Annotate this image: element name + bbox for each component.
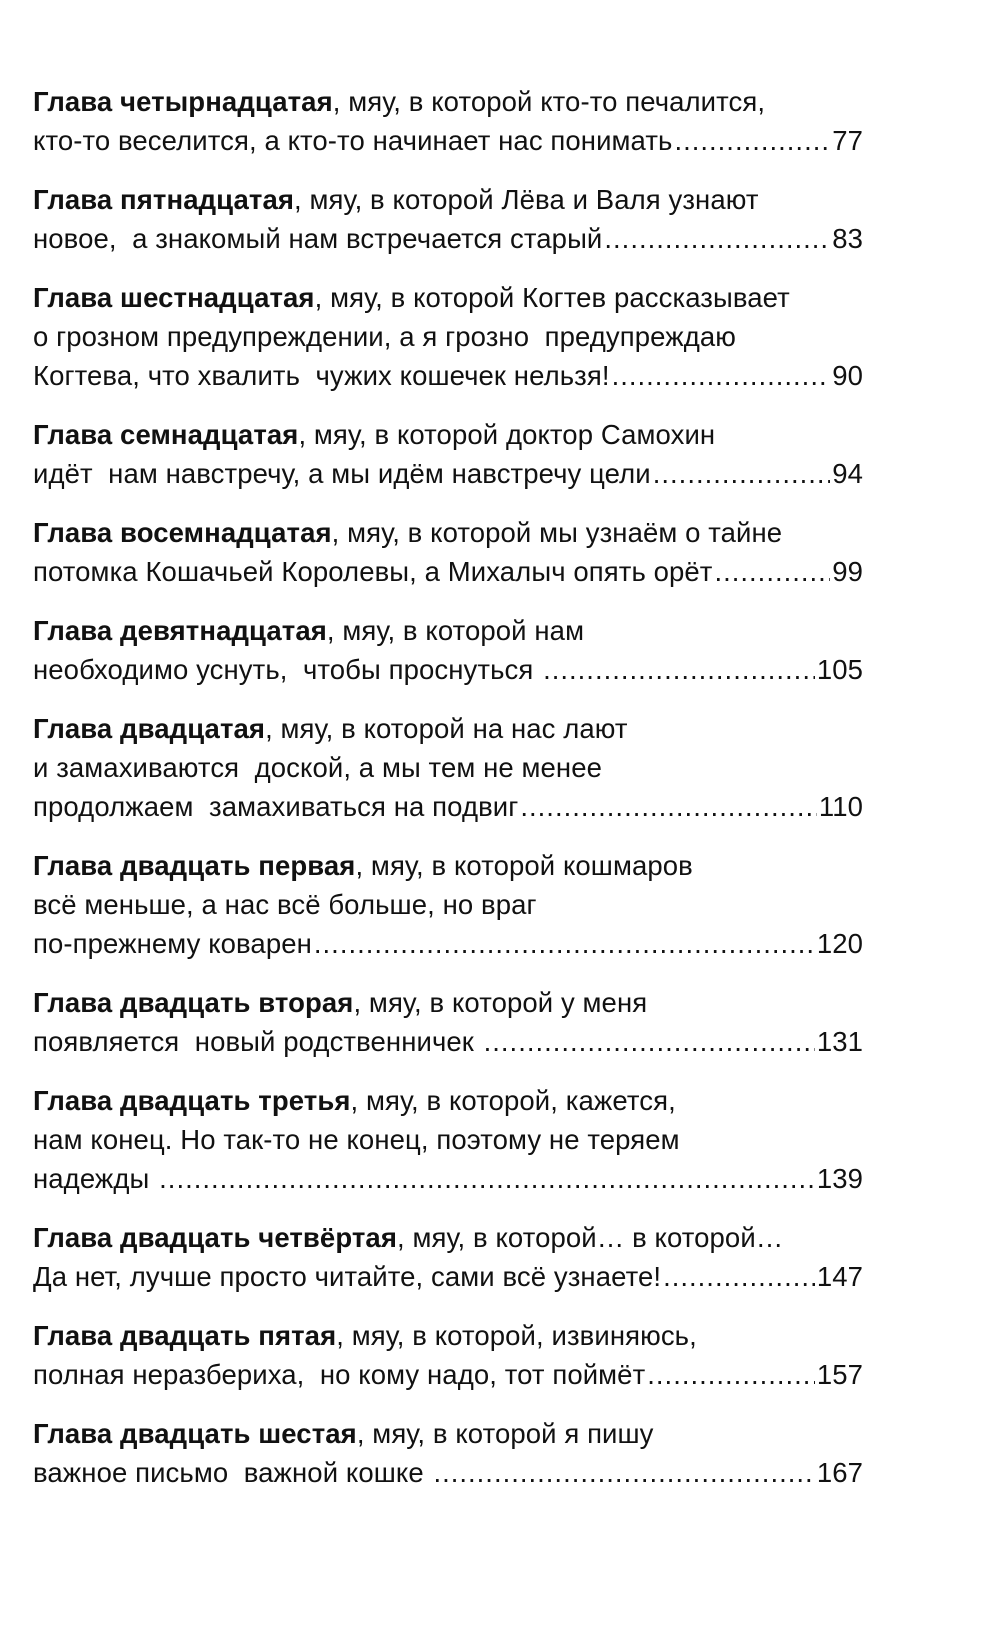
toc-entry-line	[33, 1257, 863, 1296]
toc-entry-line	[33, 513, 863, 552]
toc-entry-text	[33, 1022, 482, 1061]
chapter-description: , мяу, в которой Лёва и Валя узнают	[294, 184, 759, 215]
toc-entry-line	[33, 454, 863, 493]
dot-leader	[159, 1159, 815, 1198]
page-number: 120	[816, 928, 863, 959]
toc-entry-text	[33, 924, 312, 963]
toc-entry[interactable]	[33, 278, 863, 395]
toc-entry-line	[33, 1081, 863, 1120]
chapter-description: о грозном предупреждении, а я грозно предупреждаю	[33, 321, 736, 352]
toc-entry-line	[33, 356, 863, 395]
chapter-description: , мяу, в которой кошмаров	[355, 850, 693, 881]
page-number: 94	[832, 458, 863, 489]
page-number: 105	[816, 654, 863, 685]
toc-entry-line	[33, 121, 863, 160]
page-number: 157	[816, 1359, 863, 1390]
page-number: 131	[816, 1026, 863, 1057]
page-number: 110	[818, 791, 863, 822]
chapter-description: по-прежнему коварен	[33, 928, 312, 959]
toc-entry-line	[33, 846, 863, 885]
chapter-title: Глава семнадцатая	[33, 419, 299, 450]
toc-entry-text	[33, 987, 647, 1018]
toc-entry-line	[33, 650, 863, 689]
toc-entry-line	[33, 1316, 863, 1355]
toc-entry-text	[33, 1124, 680, 1155]
page-number: 167	[816, 1457, 863, 1488]
chapter-description: полная неразбериха, но кому надо, тот поймёт	[33, 1359, 646, 1390]
toc-entry-line	[33, 278, 863, 317]
toc-entry-text	[33, 1418, 654, 1449]
chapter-description: , мяу, в которой, извиняюсь,	[336, 1320, 697, 1351]
toc-entry[interactable]	[33, 415, 863, 493]
chapter-description: кто-то веселится, а кто-то начинает нас понимать	[33, 125, 673, 156]
toc-entry-text	[33, 321, 736, 352]
chapter-title: Глава девятнадцатая	[33, 615, 327, 646]
chapter-description: и замахиваются доской, а мы тем не менее	[33, 752, 602, 783]
toc-entry-line	[33, 1453, 863, 1492]
page-number: 83	[832, 223, 863, 254]
dot-leader	[433, 1453, 814, 1492]
toc-entry-text	[33, 889, 537, 920]
chapter-description: , мяу, в которой я пишу	[356, 1418, 654, 1449]
toc-entry-line	[33, 924, 863, 963]
chapter-description: , мяу, в которой… в которой…	[396, 1222, 784, 1253]
toc-entry-line	[33, 1159, 863, 1198]
chapter-description: продолжаем замахиваться на подвиг	[33, 791, 519, 822]
toc-entry-text	[33, 650, 541, 689]
toc-entry-line	[33, 180, 863, 219]
dot-leader	[543, 650, 815, 689]
chapter-title: Глава двадцать четвёртая	[33, 1222, 397, 1253]
toc-entry-text	[33, 454, 651, 493]
toc-entry-line	[33, 1414, 863, 1453]
toc-entry-text	[33, 419, 715, 450]
toc-entry-text	[33, 1453, 431, 1492]
chapter-description: , мяу, в которой Когтев рассказывает	[314, 282, 790, 313]
toc-entry[interactable]	[33, 513, 863, 591]
page-number: 90	[832, 360, 863, 391]
chapter-title: Глава двадцатая	[33, 713, 266, 744]
chapter-description: необходимо уснуть, чтобы проснуться	[33, 654, 542, 685]
toc-entry-text	[33, 86, 765, 117]
dot-leader	[484, 1022, 815, 1061]
dot-leader	[663, 1257, 815, 1296]
toc-entry[interactable]	[33, 1316, 863, 1394]
dot-leader	[714, 552, 830, 591]
toc-entry[interactable]	[33, 846, 863, 963]
toc-entry-line	[33, 1355, 863, 1394]
toc-entry[interactable]	[33, 1081, 863, 1198]
toc-entry-text	[33, 713, 628, 744]
chapter-description: , мяу, в которой у меня	[353, 987, 648, 1018]
toc-entry-line	[33, 885, 863, 924]
chapter-description: появляется новый родственничек	[33, 1026, 482, 1057]
chapter-description: новое, а знакомый нам встречается старый	[33, 223, 603, 254]
toc-entry-text	[33, 1355, 645, 1394]
page-number: 99	[832, 556, 863, 587]
toc-entry-line	[33, 552, 863, 591]
toc-entry-text	[33, 219, 602, 258]
toc-entry[interactable]	[33, 709, 863, 826]
toc-entry-line	[33, 1218, 863, 1257]
chapter-description: , мяу, в которой мы узнаём о тайне	[331, 517, 783, 548]
toc-entry-line	[33, 82, 863, 121]
toc-entry[interactable]	[33, 611, 863, 689]
toc-entry-line	[33, 219, 863, 258]
chapter-title: Глава восемнадцатая	[33, 517, 332, 548]
dot-leader	[647, 1355, 815, 1394]
chapter-title: Глава четырнадцатая	[33, 86, 333, 117]
toc-entry[interactable]	[33, 1218, 863, 1296]
chapter-description: всё меньше, а нас всё больше, но враг	[33, 889, 537, 920]
chapter-title: Глава двадцать третья	[33, 1085, 351, 1116]
chapter-description: , мяу, в которой нам	[326, 615, 585, 646]
toc-entry-line	[33, 748, 863, 787]
chapter-title: Глава двадцать пятая	[33, 1320, 337, 1351]
table-of-contents	[33, 82, 863, 1512]
toc-entry-line	[33, 1022, 863, 1061]
toc-entry-line	[33, 983, 863, 1022]
toc-entry-text	[33, 356, 610, 395]
dot-leader	[604, 219, 830, 258]
toc-entry-text	[33, 850, 693, 881]
page-number: 147	[816, 1261, 863, 1292]
toc-entry-line	[33, 611, 863, 650]
toc-entry-text	[33, 282, 790, 313]
chapter-title: Глава пятнадцатая	[33, 184, 294, 215]
toc-entry-text	[33, 752, 602, 783]
toc-entry-line	[33, 787, 863, 826]
chapter-description: идёт нам навстречу, а мы идём навстречу цели	[33, 458, 651, 489]
toc-entry-text	[33, 1257, 661, 1296]
page-number: 77	[832, 125, 863, 156]
chapter-description: , мяу, в которой доктор Самохин	[298, 419, 716, 450]
toc-entry-line	[33, 415, 863, 454]
dot-leader	[520, 787, 816, 826]
page-number: 139	[816, 1163, 863, 1194]
chapter-title: Глава двадцать вторая	[33, 987, 354, 1018]
toc-entry[interactable]	[33, 1414, 863, 1492]
toc-entry-text	[33, 552, 712, 591]
chapter-title: Глава двадцать шестая	[33, 1418, 357, 1449]
chapter-description: Да нет, лучше просто читайте, сами всё узнаете!	[33, 1261, 662, 1292]
toc-entry[interactable]	[33, 180, 863, 258]
toc-entry-text	[33, 184, 759, 215]
dot-leader	[314, 924, 815, 963]
toc-entry-text	[33, 787, 518, 826]
toc-entry-text	[33, 121, 672, 160]
dot-leader	[612, 356, 831, 395]
toc-entry-line	[33, 317, 863, 356]
toc-entry-line	[33, 709, 863, 748]
toc-entry[interactable]	[33, 82, 863, 160]
chapter-description: надежды	[33, 1163, 158, 1194]
chapter-description: Когтева, что хвалить чужих кошечек нельзя!	[33, 360, 610, 391]
dot-leader	[674, 121, 830, 160]
toc-entry-text	[33, 1222, 783, 1253]
toc-entry-text	[33, 517, 782, 548]
chapter-description: важное письмо важной кошке	[33, 1457, 432, 1488]
toc-entry-text	[33, 1159, 157, 1198]
chapter-description: потомка Кошачьей Королевы, а Михалыч опять орёт	[33, 556, 713, 587]
toc-entry-text	[33, 1320, 697, 1351]
toc-entry-text	[33, 1085, 676, 1116]
toc-entry[interactable]	[33, 983, 863, 1061]
toc-entry-text	[33, 615, 584, 646]
chapter-title: Глава двадцать первая	[33, 850, 356, 881]
dot-leader	[653, 454, 830, 493]
chapter-description: , мяу, в которой кто-то печалится,	[332, 86, 766, 117]
toc-entry-line	[33, 1120, 863, 1159]
chapter-description: нам конец. Но так-то не конец, поэтому не теряем	[33, 1124, 680, 1155]
chapter-title: Глава шестнадцатая	[33, 282, 315, 313]
chapter-description: , мяу, в которой на нас лают	[265, 713, 628, 744]
chapter-description: , мяу, в которой, кажется,	[350, 1085, 676, 1116]
